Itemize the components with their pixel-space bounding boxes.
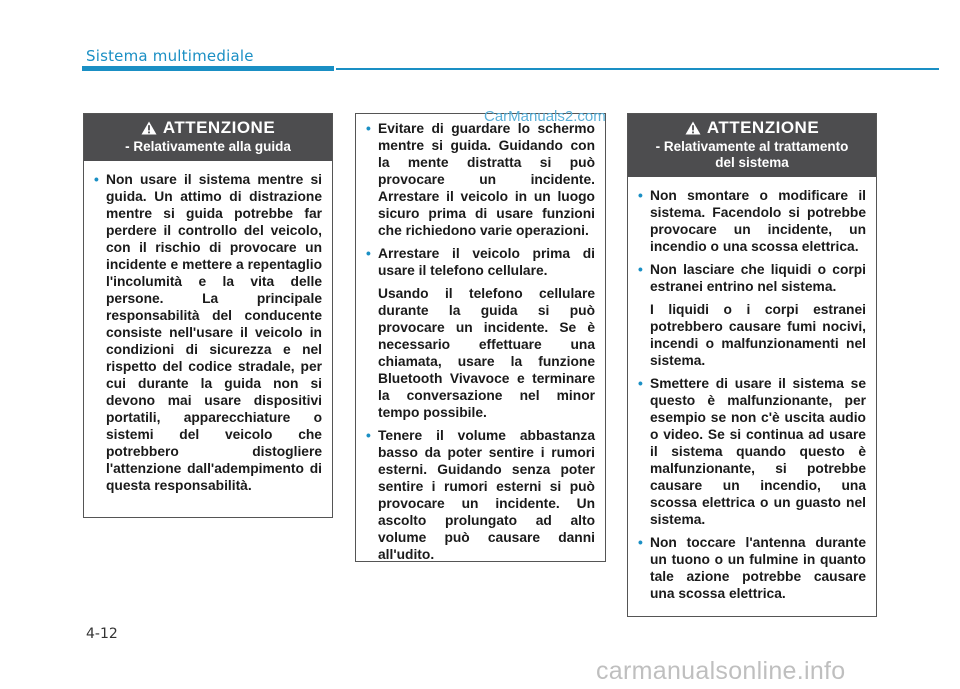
attention-subtitle: - Relativamente alla guida xyxy=(125,139,291,154)
attention-subtitle: - Relativamente al trattamento del sistema xyxy=(655,139,849,170)
list-item xyxy=(638,261,866,295)
list-item-text: Smettere di usare il sistema se questo è malfunzionante, per esempio se non c'è uscita audio o video. Se si continua ad usare il sistema quando questo è malfunzionante, si potrebbe causare un incendio, una scossa elettrica o un guasto nel sistema. xyxy=(650,376,866,527)
list-item xyxy=(366,245,595,279)
bullet-dot: • xyxy=(638,535,643,550)
watermark-top[interactable]: CarManuals2.com xyxy=(484,108,606,125)
bullet-dot: • xyxy=(638,188,643,203)
bullet-dot: • xyxy=(94,172,99,187)
bullet-dot: • xyxy=(366,246,371,261)
warning-box-body xyxy=(84,161,332,510)
warning-triangle-icon xyxy=(141,121,157,135)
list-item xyxy=(366,120,595,239)
warning-box-header xyxy=(84,114,332,161)
list-item-text: Tenere il volume abbastanza basso da poter sentire i rumori esterni. Guidando senza poter sentire i rumori esterni si può provocare un incidente. Un ascolto prolungato ad alto volume può causare danni all'udito. xyxy=(378,428,595,562)
list-item xyxy=(638,534,866,602)
list-item xyxy=(638,375,866,528)
list-item-text: Evitare di guardare lo schermo mentre si guida. Guidando con la mente distratta si può provocare un incidente. Arrestare il veicolo in un luogo sicuro prima di usare funzioni che richiedono varie operazioni. xyxy=(378,121,595,238)
warning-box-header xyxy=(628,114,876,177)
warning-box-system-handling xyxy=(627,113,877,617)
bullet-dot: • xyxy=(638,262,643,277)
list-item xyxy=(94,171,322,494)
list-item-text: Non lasciare che liquidi o corpi estranei entrino nel sistema. xyxy=(650,262,866,294)
list-item-paragraph: Usando il telefono cellulare durante la guida si può provocare un incidente. Se è necessario effettuare una chiamata, usare la funzione Bluetooth Vivavoce e terminare la conversazione nel minor tempo possibile. xyxy=(378,286,595,420)
warning-box-driving xyxy=(83,113,333,518)
warning-box-continued xyxy=(355,113,606,562)
list-item xyxy=(366,427,595,563)
bullet-dot: • xyxy=(366,428,371,443)
page-number: 4-12 xyxy=(86,626,118,642)
attention-label: ATTENZIONE xyxy=(162,118,276,137)
list-item-text: Arrestare il veicolo prima di usare il telefono cellulare. xyxy=(378,246,595,278)
warning-box-body xyxy=(628,177,876,618)
header-rule-thick xyxy=(82,66,334,71)
bullet-dot: • xyxy=(366,121,371,136)
header-rule-thin xyxy=(336,68,939,70)
attention-heading xyxy=(634,118,870,138)
list-item-text: Non smontare o modificare il sistema. Facendolo si potrebbe provocare un incidente, un incendio o una scossa elettrica. xyxy=(650,188,866,254)
warning-triangle-icon xyxy=(685,121,701,135)
attention-heading xyxy=(90,118,326,138)
bullet-dot: • xyxy=(638,376,643,391)
list-item-text: Non usare il sistema mentre si guida. Un attimo di distrazione mentre si guida potrebbe far perdere il controllo del veicolo, con il rischio di provocare un incidente e mettere a repentaglio l'incolumità e la vita delle persone. La principale responsabilità del conducente consiste nell'usare il veicolo in condizioni di sicurezza e nel rispetto del codice stradale, per cui durante la guida non si devono mai usare dispositivi portatili, apparecchiature o sistemi del veicolo che potrebbero distogliere l'attenzione dall'adempimento di questa responsabilità. xyxy=(106,172,322,493)
list-item xyxy=(638,187,866,255)
watermark-bottom[interactable]: carmanualsonline.info xyxy=(596,657,846,685)
attention-label: ATTENZIONE xyxy=(706,118,820,137)
list-item-text: Non toccare l'antenna durante un tuono o un fulmine in quanto tale azione potrebbe causare una scossa elettrica. xyxy=(650,535,866,601)
list-item-paragraph: I liquidi o i corpi estranei potrebbero causare fumi nocivi, incendi o malfunzionamenti nel sistema. xyxy=(650,302,866,368)
warning-box-body xyxy=(356,114,605,579)
section-title: Sistema multimediale xyxy=(86,47,254,65)
